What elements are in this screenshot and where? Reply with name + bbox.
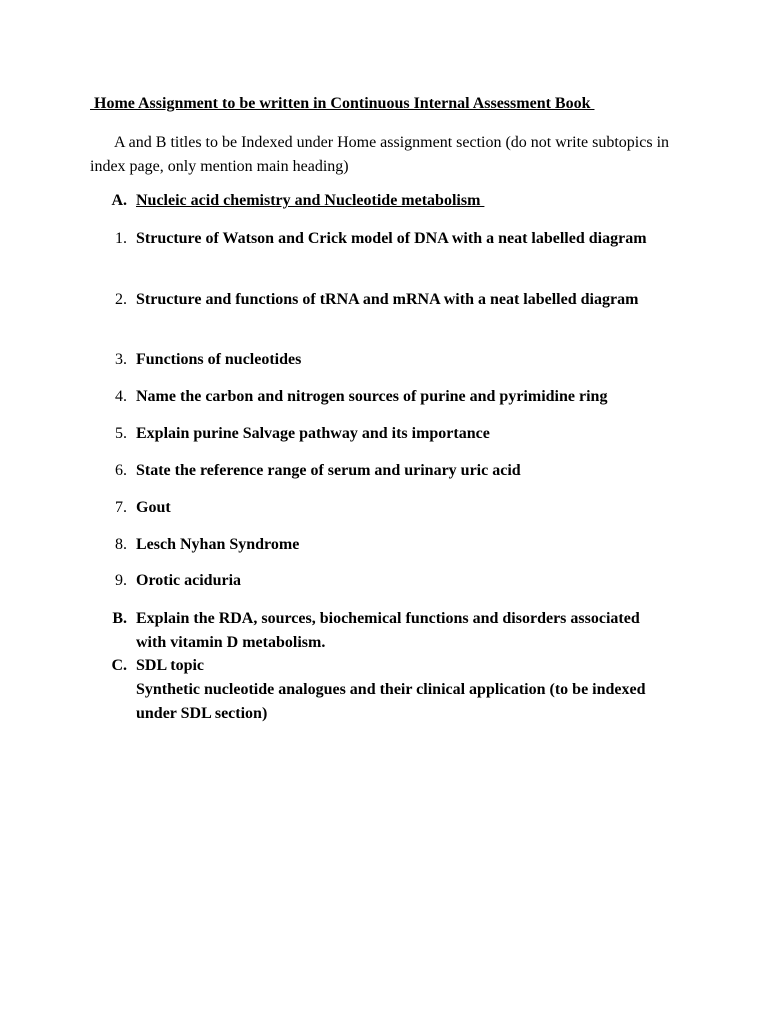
document-heading: Home Assignment to be written in Continuous Internal Assessment Book [90,95,595,112]
list-item-marker: 2. [115,291,127,308]
section-c-marker: C. [111,657,127,674]
list-item-marker: 6. [115,462,127,479]
section-b-marker: B. [112,610,127,627]
section-c-text: Synthetic nucleotide analogues and their clinical application (to be indexed under SDL section) [136,681,646,722]
list-item-text: Structure and functions of tRNA and mRNA with a neat labelled diagram [136,291,639,308]
list-item-text: Lesch Nyhan Syndrome [136,536,300,553]
list-item-text: Name the carbon and nitrogen sources of purine and pyrimidine ring [136,388,608,405]
section-b-text: Explain the RDA, sources, biochemical functions and disorders associated with vitamin D metabolism. [136,610,640,651]
list-item-text: Explain purine Salvage pathway and its importance [136,425,490,442]
list-item-marker: 7. [115,499,127,516]
list-item-text: Functions of nucleotides [136,351,302,368]
list-item-text: State the reference range of serum and urinary uric acid [136,462,521,479]
list-item-marker: 4. [115,388,127,405]
intro-paragraph: A and B titles to be Indexed under Home assignment section (do not write subtopics in index page, only mention main heading) [90,134,670,175]
section-a-title: Nucleic acid chemistry and Nucleotide metabolism [136,192,485,209]
section-c-title: SDL topic [136,657,205,674]
section-a-marker: A. [111,192,127,209]
list-item-marker: 1. [115,230,127,247]
list-item-text: Structure of Watson and Crick model of DNA with a neat labelled diagram [136,230,647,247]
section-a-title-wrap [136,189,666,213]
list-item-marker: 8. [115,536,127,553]
list-item-text: Gout [136,499,171,516]
list-item-marker: 5. [115,425,127,442]
list-item-marker: 9. [115,572,127,589]
list-item-text: Orotic aciduria [136,572,242,589]
section-c-content [136,654,666,726]
list-item-marker: 3. [115,351,127,368]
